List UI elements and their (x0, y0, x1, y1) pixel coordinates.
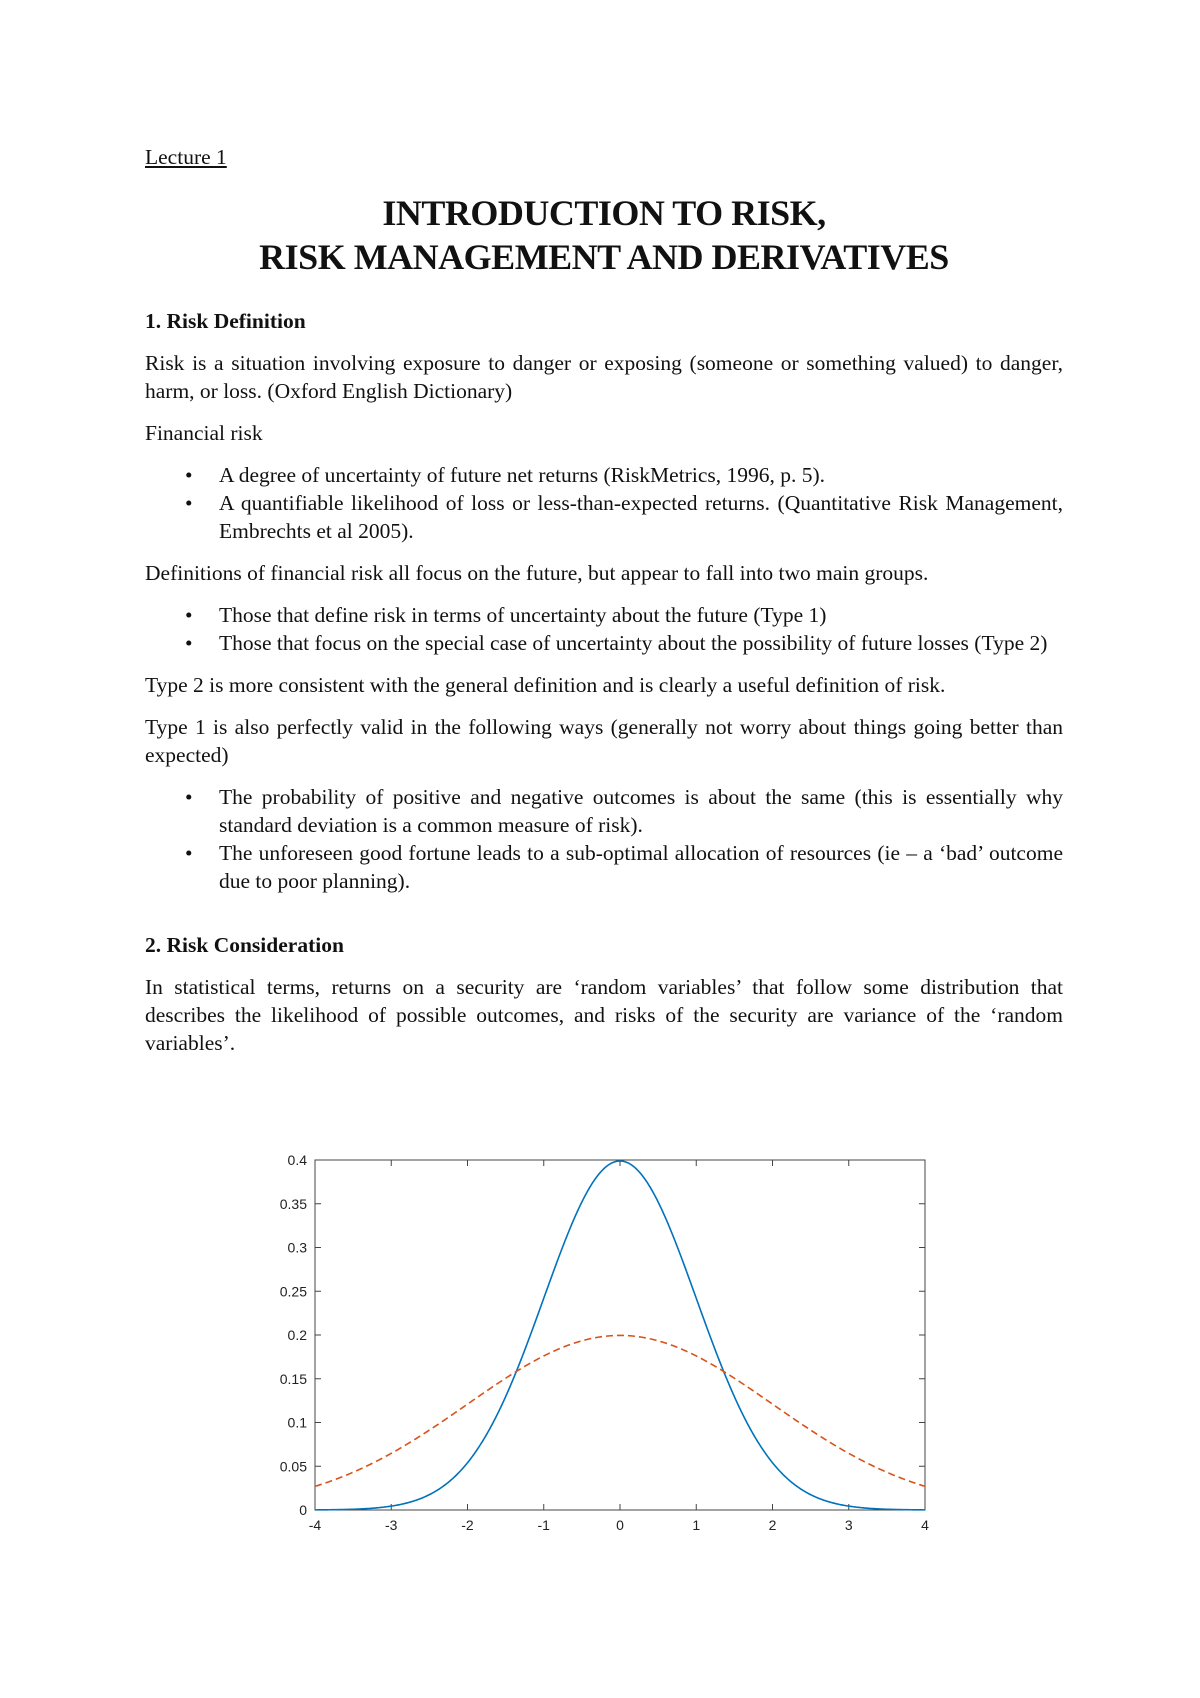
list-item-text: Those that focus on the special case of uncertainty about the possibility of future losses (Type 2) (219, 631, 1048, 655)
risk-groups-list (145, 601, 1063, 657)
list-item-text: Those that define risk in terms of uncertainty about the future (Type 1) (219, 603, 827, 627)
bullet-glyph: • (185, 631, 193, 655)
data-point (467, 1403, 469, 1405)
y-tick-label: 0.4 (287, 1152, 307, 1168)
bullet-glyph: • (185, 603, 193, 627)
x-tick-label: 2 (768, 1517, 777, 1533)
x-tick-label: -1 (537, 1517, 550, 1533)
list-item-text: A degree of uncertainty of future net returns (RiskMetrics, 1996, p. 5). (219, 463, 826, 487)
y-tick-label: 0.2 (287, 1327, 307, 1343)
list-item-text: The probability of positive and negative outcomes is about the same (this is essentially why standard deviation is a common measure of risk). (219, 785, 1063, 837)
data-point (505, 1396, 507, 1398)
data-point (810, 1494, 812, 1496)
data-point (467, 1462, 469, 1464)
lecture-label: Lecture 1 (145, 145, 227, 169)
x-tick-label: 1 (692, 1517, 701, 1533)
data-point (848, 1453, 850, 1455)
data-point (352, 1508, 354, 1510)
data-point (505, 1377, 507, 1379)
document-title (145, 191, 1063, 279)
data-point (429, 1494, 431, 1496)
list-item (145, 783, 1063, 839)
list-item (145, 489, 1063, 545)
data-point (695, 1355, 697, 1357)
title-line-1: INTRODUCTION TO RISK, (382, 193, 826, 233)
list-item-text: The unforeseen good fortune leads to a sub-optimal allocation of resources (ie – a ‘bad’ outcome due to poor planning). (219, 841, 1063, 893)
data-point (924, 1486, 926, 1488)
x-tick-label: -4 (308, 1517, 322, 1533)
data-point (543, 1297, 545, 1299)
y-tick-label: 0.3 (287, 1239, 307, 1256)
data-point (924, 1509, 926, 1511)
x-tick-label: 0 (616, 1517, 624, 1533)
data-point (619, 1160, 621, 1162)
financial-risk-label: Financial risk (145, 421, 263, 445)
list-item-text: A quantifiable likelihood of loss or less-than-expected returns. (Quantitative Risk Management, Embrechts et al 2005). (219, 491, 1063, 543)
document-page (145, 143, 1063, 1071)
list-item (145, 629, 1063, 657)
y-tick-label: 0 (299, 1502, 307, 1518)
y-tick-label: 0.05 (279, 1458, 307, 1475)
title-line-2: RISK MANAGEMENT AND DERIVATIVES (259, 237, 949, 277)
y-tick-label: 0.1 (287, 1414, 307, 1431)
x-tick-label: 3 (844, 1517, 853, 1533)
type1-reasons-list (145, 783, 1063, 895)
data-point (657, 1201, 659, 1203)
normal-distribution-chart (255, 1148, 935, 1538)
y-tick-label: 0.35 (279, 1195, 307, 1212)
list-item (145, 601, 1063, 629)
bullet-glyph: • (185, 785, 193, 809)
data-point (352, 1472, 354, 1474)
data-point (886, 1472, 888, 1474)
data-point (390, 1505, 392, 1507)
risk-definition-text: Risk is a situation involving exposure to danger or exposing (someone or something valued) to danger, harm, or loss. (Oxford English Dictionary) (145, 351, 1063, 403)
y-tick-label: 0.15 (279, 1370, 307, 1387)
data-point (581, 1201, 583, 1203)
data-point (314, 1486, 316, 1488)
bullet-glyph: • (185, 841, 193, 865)
list-item (145, 461, 1063, 489)
data-point (429, 1429, 431, 1431)
data-point (390, 1453, 392, 1455)
type2-text: Type 2 is more consistent with the general definition and is clearly a useful definition of risk. (145, 673, 946, 697)
list-item (145, 839, 1063, 895)
data-point (772, 1403, 774, 1405)
x-tick-label: -2 (461, 1517, 474, 1533)
data-point (772, 1462, 774, 1464)
chart-svg (255, 1148, 935, 1538)
data-point (734, 1396, 736, 1398)
data-point (581, 1340, 583, 1342)
type1-text: Type 1 is also perfectly valid in the following ways (generally not worry about things going better than expected) (145, 715, 1063, 767)
x-tick-label: -3 (385, 1517, 398, 1533)
risk-consideration-text: In statistical terms, returns on a security are ‘random variables’ that follow some distribution that describes the likelihood of possible outcomes, and risks of the security are variance of the ‘random variables’. (145, 975, 1063, 1055)
y-tick-label: 0.25 (279, 1283, 307, 1300)
data-point (695, 1297, 697, 1299)
data-point (314, 1509, 316, 1511)
data-point (886, 1508, 888, 1510)
x-tick-label: 4 (921, 1517, 929, 1533)
data-point (657, 1340, 659, 1342)
data-point (734, 1377, 736, 1379)
section-1-heading: 1. Risk Definition (145, 309, 306, 333)
groups-intro-text: Definitions of financial risk all focus on the future, but appear to fall into two main groups. (145, 561, 929, 585)
section-2-heading: 2. Risk Consideration (145, 933, 344, 957)
bullet-glyph: • (185, 463, 193, 487)
financial-risk-list (145, 461, 1063, 545)
data-point (543, 1355, 545, 1357)
data-point (619, 1335, 621, 1337)
data-point (810, 1429, 812, 1431)
data-point (848, 1505, 850, 1507)
bullet-glyph: • (185, 491, 193, 515)
